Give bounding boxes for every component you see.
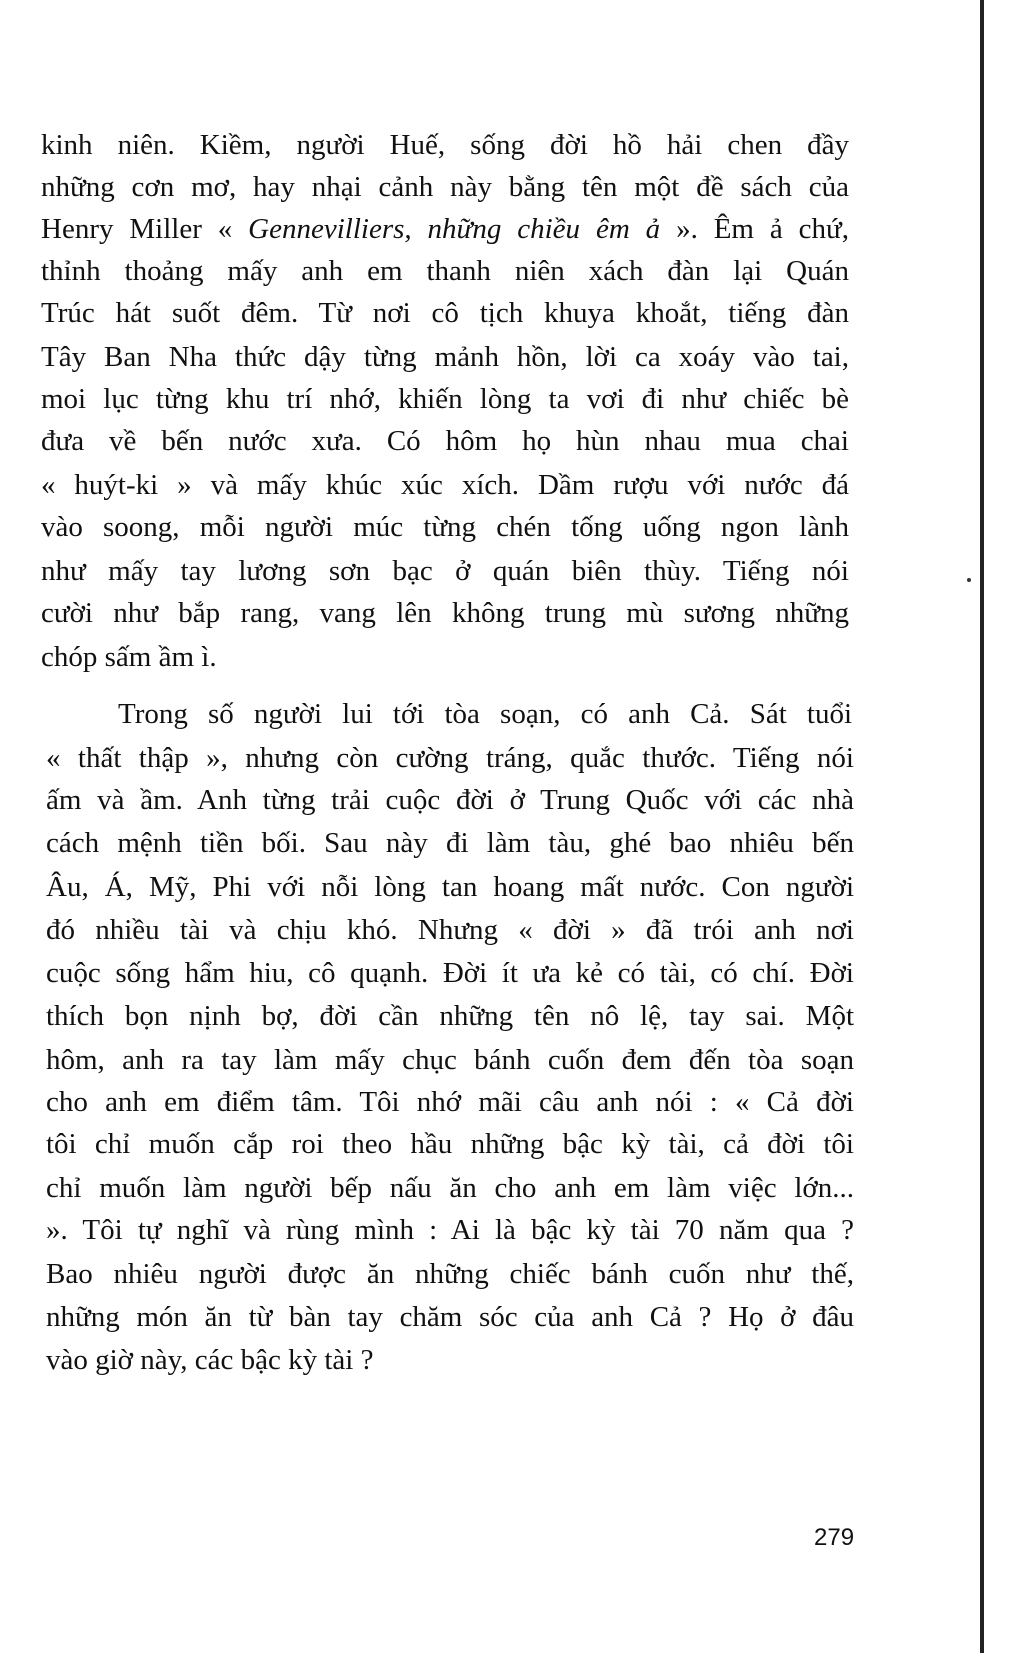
paragraph-2-line: Âu, Á, Mỹ, Phi với nỗi lòng tan hoang mất nước. Con người [46,871,854,903]
paragraph-1-line [41,211,849,247]
paragraph-1-line: moi lục từng khu trí nhớ, khiến lòng ta vơi đi như chiếc bè [41,383,849,415]
paragraph-2-line: vào giờ này, các bậc kỳ tài ? [46,1344,374,1376]
paragraph-1-line: đưa về bến nước xưa. Có hôm họ hùn nhau mua chai [41,425,849,457]
scan-speck [967,578,971,582]
paragraph-2-line: Trong số người lui tới tòa soạn, có anh Cả. Sát tuổi [118,698,852,730]
paragraph-1-line: « huýt-ki » và mấy khúc xúc xích. Dầm rượu với nước đá [41,469,849,501]
page-number: 279 [814,1524,855,1551]
paragraph-2-line: cách mệnh tiền bối. Sau này đi làm tàu, ghé bao nhiêu bến [46,827,854,859]
paragraph-2-line: hôm, anh ra tay làm mấy chục bánh cuốn đem đến tòa soạn [46,1044,854,1076]
paragraph-2-line: « thất thập », nhưng còn cường tráng, quắc thước. Tiếng nói [46,742,854,774]
paragraph-2-line: ». Tôi tự nghĩ và rùng mình : Ai là bậc kỳ tài 70 năm qua ? [46,1214,854,1246]
text-segment: Henry Miller « [41,213,249,245]
text-segment: ». Êm ả chứ, [660,213,849,245]
paragraph-1-line: cười như bắp rang, vang lên không trung mù sương những [41,597,849,629]
paragraph-2-line: đó nhiều tài và chịu khó. Nhưng « đời » đã trói anh nơi [46,914,854,946]
paragraph-1-line: chóp sấm ầm ì. [41,641,217,673]
paragraph-1-line: như mấy tay lương sơn bạc ở quán biên thùy. Tiếng nói [41,555,849,587]
scan-margin [984,0,1034,1653]
paragraph-2-line: ấm và ầm. Anh từng trải cuộc đời ở Trung Quốc với các nhà [46,784,854,816]
paragraph-1-line: kinh niên. Kiềm, người Huế, sống đời hồ hải chen đầy [41,129,849,161]
paragraph-1-line: những cơn mơ, hay nhại cảnh này bằng tên một đề sách của [41,171,849,203]
book-title-italic: Gennevilliers, những chiều êm ả [248,213,661,245]
paragraph-1-line: Trúc hát suốt đêm. Từ nơi cô tịch khuya khoắt, tiếng đàn [41,297,849,329]
paragraph-2-line: chỉ muốn làm người bếp nấu ăn cho anh em làm việc lớn... [46,1172,854,1204]
paragraph-1-line: vào soong, mỗi người múc từng chén tống uống ngon lành [41,511,849,543]
paragraph-2-line: tôi chỉ muốn cắp roi theo hầu những bậc kỳ tài, cả đời tôi [46,1128,854,1160]
paragraph-1-line: thỉnh thoảng mấy anh em thanh niên xách đàn lại Quán [41,255,849,287]
paragraph-2-line: Bao nhiêu người được ăn những chiếc bánh cuốn như thế, [46,1258,854,1290]
paragraph-1-line: Tây Ban Nha thức dậy từng mảnh hồn, lời ca xoáy vào tai, [41,341,849,373]
paragraph-2-line: cho anh em điểm tâm. Tôi nhớ mãi câu anh nói : « Cả đời [46,1086,854,1118]
paragraph-2-line: thích bọn nịnh bợ, đời cần những tên nô lệ, tay sai. Một [46,1000,854,1032]
paragraph-2-line: cuộc sống hẩm hiu, cô quạnh. Đời ít ưa kẻ có tài, có chí. Đời [46,957,854,989]
paragraph-2-line: những món ăn từ bàn tay chăm sóc của anh Cả ? Họ ở đâu [46,1301,854,1333]
